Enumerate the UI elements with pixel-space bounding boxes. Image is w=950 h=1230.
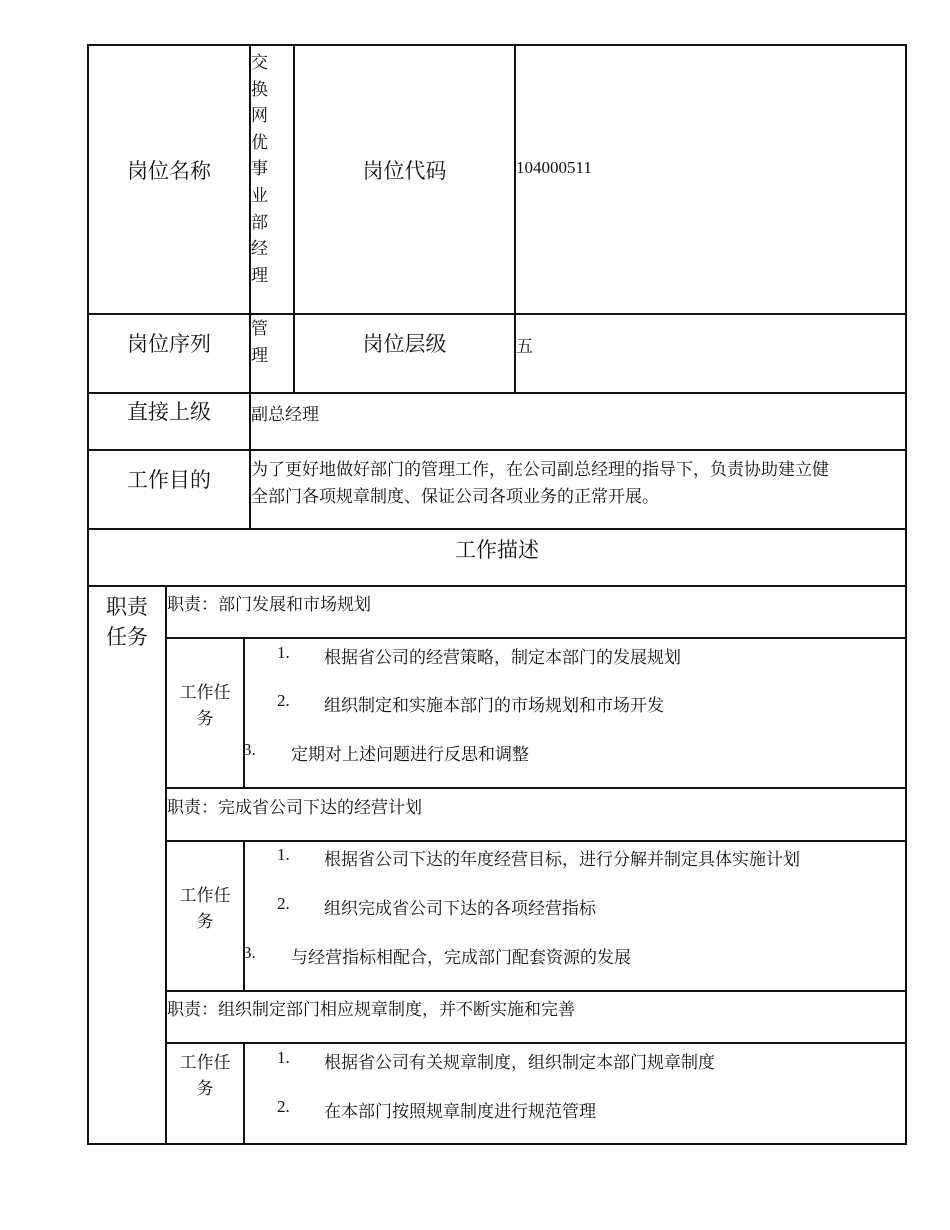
row-divider [87,528,907,530]
task-number: 2. [277,894,290,913]
superior-label: 直接上级 [127,400,211,424]
task-number: 2. [277,1097,290,1116]
task-text: 在本部门按照规章制度进行规范管理 [324,1102,596,1121]
col-divider [243,840,245,992]
col-divider [243,637,245,789]
post-code-label: 岗位代码 [362,159,447,183]
task-label: 工作任 [179,683,231,702]
table-border-left [87,44,89,1145]
duty-title: 职责：部门发展和市场规划 [167,595,371,614]
post-name-label: 岗位名称 [127,159,211,183]
row-divider [87,392,907,394]
task-label: 工作任 [179,886,231,905]
post-name-value: 交换网优事业部经理 [251,53,268,285]
task-text: 根据省公司的经营策略，制定本部门的发展规划 [324,648,681,667]
duty-title: 职责：组织制定部门相应规章制度，并不断实施和完善 [167,1000,575,1019]
duty-task-label: 职责 [106,595,148,619]
duty-task-label: 任务 [106,625,148,649]
row-divider [165,990,907,992]
task-text: 根据省公司下达的年度经营目标，进行分解并制定具体实施计划 [324,850,800,869]
col-divider [243,1042,245,1145]
task-label: 务 [196,1079,214,1098]
task-number: 2. [277,691,290,710]
task-number: 1. [277,643,290,662]
purpose-label: 工作目的 [127,468,211,492]
row-divider [87,449,907,451]
task-label: 务 [196,709,214,728]
row-divider [165,840,907,842]
task-label: 务 [196,912,214,931]
row-divider [87,313,907,315]
table-border-right [905,44,907,1145]
table-border-top [87,44,907,46]
purpose-text-line-1: 为了更好地做好部门的管理工作，在公司副总经理的指导下，负责协助建立健 [251,460,829,479]
task-text: 组织制定和实施本部门的市场规划和市场开发 [324,696,664,715]
task-text: 组织完成省公司下达的各项经营指标 [324,899,596,918]
row-divider [165,637,907,639]
task-text: 与经营指标相配合，完成部门配套资源的发展 [291,948,631,967]
purpose-text-line-2: 全部门各项规章制度、保证公司各项业务的正常开展。 [251,487,659,506]
task-number: 3. [243,943,256,962]
post-level-label: 岗位层级 [362,332,447,356]
row-divider [165,1042,907,1044]
task-number: 1. [277,1048,290,1067]
row-divider [87,585,907,587]
post-series-label: 岗位序列 [127,332,211,356]
post-level-value: 五 [516,337,533,356]
task-number: 3. [243,740,256,759]
duty-title: 职责：完成省公司下达的经营计划 [167,798,422,817]
row-divider [165,787,907,789]
post-series-value: 管理 [251,319,268,365]
post-code-value: 104000511 [516,158,592,177]
description-title: 工作描述 [455,538,539,562]
task-number: 1. [277,845,290,864]
superior-value: 副总经理 [251,405,319,424]
table-border-bottom [87,1143,907,1145]
task-text: 根据省公司有关规章制度，组织制定本部门规章制度 [324,1053,715,1072]
task-label: 工作任 [179,1053,231,1072]
task-text: 定期对上述问题进行反思和调整 [291,745,529,764]
